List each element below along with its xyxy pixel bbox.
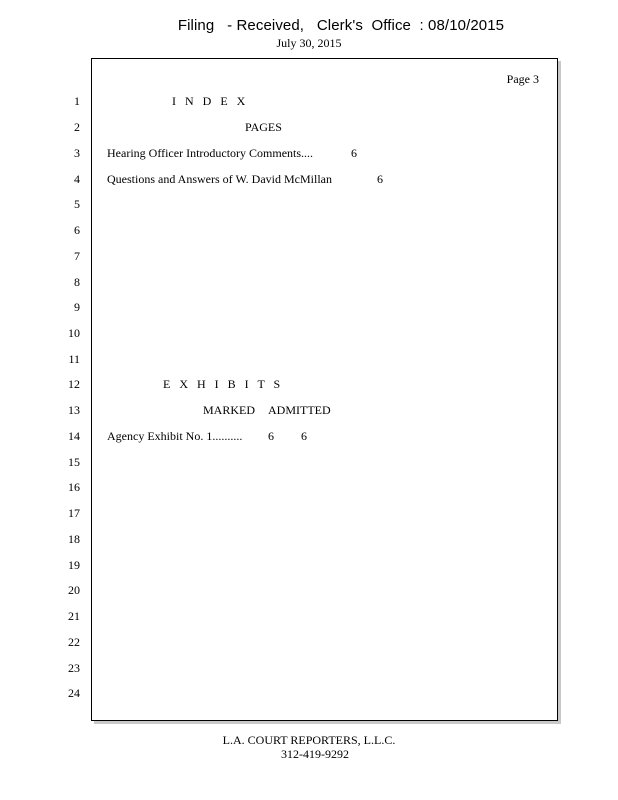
admitted-column-header: ADMITTED — [268, 403, 331, 417]
line-number: 15 — [68, 455, 80, 469]
line-number: 23 — [68, 661, 80, 675]
line-number: 10 — [68, 326, 80, 340]
line-number: 22 — [68, 635, 80, 649]
line-number: 24 — [68, 686, 80, 700]
line-number: 7 — [74, 249, 80, 263]
exhibits-heading: E X H I B I T S — [163, 377, 284, 391]
line-number: 2 — [74, 120, 80, 134]
exhibit-entry-marked: 6 — [268, 429, 274, 443]
line-number: 1 — [74, 94, 80, 108]
index-entry-page: 6 — [351, 146, 357, 160]
line-number: 4 — [74, 172, 80, 186]
pages-column-header: PAGES — [245, 120, 282, 134]
exhibit-entry-label: Agency Exhibit No. 1.......... — [107, 429, 243, 443]
line-number: 19 — [68, 558, 80, 572]
line-number: 17 — [68, 506, 80, 520]
footer-company: L.A. COURT REPORTERS, L.L.C. — [222, 733, 396, 747]
filing-stamp: Filing - Received, Clerk's Office : 08/10/2015 — [177, 17, 505, 34]
line-number: 14 — [68, 429, 80, 443]
line-number: 3 — [74, 146, 80, 160]
line-number: 21 — [68, 609, 80, 623]
transcript-date: July 30, 2015 — [276, 36, 342, 50]
line-number: 6 — [74, 223, 80, 237]
index-entry-label: Questions and Answers of W. David McMillan — [107, 172, 332, 186]
line-number: 9 — [74, 300, 80, 314]
line-number: 8 — [74, 275, 80, 289]
marked-column-header: MARKED — [203, 403, 256, 417]
line-number: 13 — [68, 403, 80, 417]
index-entry-page: 6 — [377, 172, 383, 186]
line-number: 12 — [68, 377, 80, 391]
index-entry-label: Hearing Officer Introductory Comments.... — [107, 146, 314, 160]
line-number: 20 — [68, 583, 80, 597]
line-number: 11 — [68, 352, 80, 366]
exhibit-entry-admitted: 6 — [301, 429, 307, 443]
index-heading: I N D E X — [172, 94, 249, 108]
line-number: 5 — [74, 197, 80, 211]
footer-phone: 312-419-9292 — [281, 747, 349, 761]
line-number: 16 — [68, 480, 80, 494]
line-number: 18 — [68, 532, 80, 546]
page-number: Page 3 — [506, 72, 539, 86]
